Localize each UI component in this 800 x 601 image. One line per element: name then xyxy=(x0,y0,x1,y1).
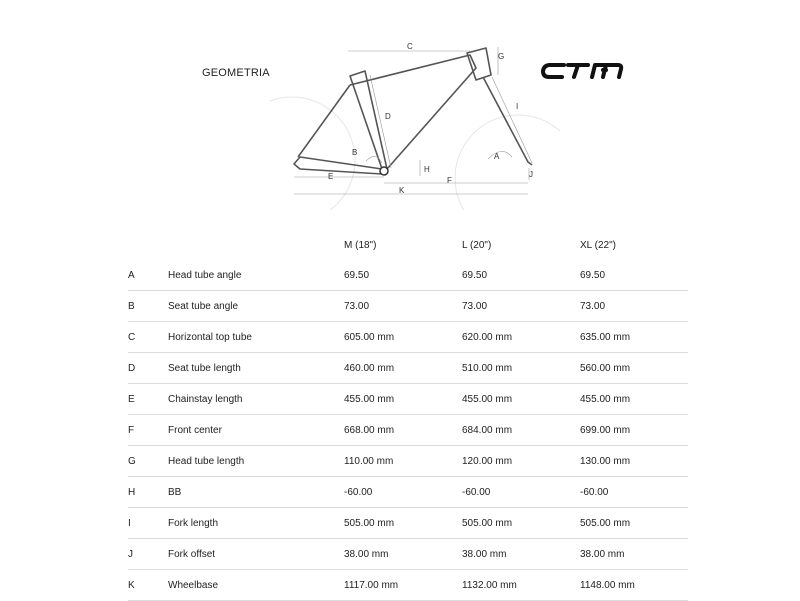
table-row xyxy=(128,384,688,415)
value-xl: 130.00 mm xyxy=(580,456,631,467)
table-header xyxy=(128,230,688,260)
row-id: D xyxy=(128,363,136,374)
row-name: Seat tube length xyxy=(168,363,241,374)
value-m: 38.00 mm xyxy=(344,549,389,560)
value-m: 1117.00 mm xyxy=(344,580,399,591)
label-a: A xyxy=(494,152,500,161)
value-m: 69.50 xyxy=(344,270,370,281)
row-name: BB xyxy=(168,487,182,498)
row-name: Seat tube angle xyxy=(168,301,239,312)
size-header-m: M (18") xyxy=(344,240,377,251)
label-c: C xyxy=(407,42,413,51)
label-g: G xyxy=(498,52,505,61)
value-l: 505.00 mm xyxy=(462,518,513,529)
label-f: F xyxy=(447,176,452,185)
value-xl: 38.00 mm xyxy=(580,549,625,560)
value-xl: 505.00 mm xyxy=(580,518,631,529)
value-m: 668.00 mm xyxy=(344,425,395,436)
value-l: -60.00 xyxy=(462,487,491,498)
row-id: K xyxy=(128,580,135,591)
value-m: 460.00 mm xyxy=(344,363,395,374)
value-xl: 455.00 mm xyxy=(580,394,631,405)
value-l: 120.00 mm xyxy=(462,456,513,467)
value-m: 455.00 mm xyxy=(344,394,395,405)
value-l: 455.00 mm xyxy=(462,394,513,405)
label-i: I xyxy=(516,102,519,111)
frame-geometry-diagram xyxy=(270,35,560,215)
row-name: Fork length xyxy=(168,518,219,529)
row-name: Chainstay length xyxy=(168,394,243,405)
value-l: 38.00 mm xyxy=(462,549,507,560)
row-id: F xyxy=(128,425,135,436)
row-id: A xyxy=(128,270,135,281)
size-header-xl: XL (22") xyxy=(580,240,616,251)
table-row xyxy=(128,477,688,508)
label-b: B xyxy=(352,148,358,157)
value-m: 605.00 mm xyxy=(344,332,395,343)
table-row xyxy=(128,291,688,322)
value-xl: 73.00 xyxy=(580,301,606,312)
table-row xyxy=(128,446,688,477)
label-h: H xyxy=(424,165,430,174)
value-l: 73.00 xyxy=(462,301,488,312)
table-row xyxy=(128,415,688,446)
row-id: G xyxy=(128,456,136,467)
label-j: J xyxy=(529,170,533,179)
brand-text: CTM xyxy=(540,58,543,59)
table-row xyxy=(128,508,688,539)
row-name: Front center xyxy=(168,425,222,436)
value-l: 510.00 mm xyxy=(462,363,513,374)
row-id: H xyxy=(128,487,136,498)
size-header-l: L (20") xyxy=(462,240,492,251)
value-xl: 69.50 xyxy=(580,270,606,281)
value-xl: 635.00 mm xyxy=(580,332,631,343)
geometry-table xyxy=(128,230,688,601)
row-id: J xyxy=(128,549,133,560)
table-row xyxy=(128,570,688,601)
row-id: E xyxy=(128,394,135,405)
table-row xyxy=(128,260,688,291)
row-id: B xyxy=(128,301,135,312)
value-m: 505.00 mm xyxy=(344,518,395,529)
row-name: Wheelbase xyxy=(168,580,219,591)
table-row xyxy=(128,353,688,384)
value-m: -60.00 xyxy=(344,487,373,498)
value-m: 73.00 xyxy=(344,301,370,312)
table-row xyxy=(128,322,688,353)
row-id: C xyxy=(128,332,136,343)
table-row xyxy=(128,539,688,570)
value-l: 1132.00 mm xyxy=(462,580,517,591)
value-xl: 560.00 mm xyxy=(580,363,631,374)
label-e: E xyxy=(328,172,334,181)
value-l: 684.00 mm xyxy=(462,425,513,436)
label-k: K xyxy=(399,186,405,195)
row-id: I xyxy=(128,518,131,529)
row-name: Head tube length xyxy=(168,456,245,467)
label-d: D xyxy=(385,112,391,121)
geometry-title: GEOMETRIA xyxy=(202,67,270,79)
row-name: Horizontal top tube xyxy=(168,332,252,343)
value-xl: 1148.00 mm xyxy=(580,580,635,591)
value-l: 69.50 xyxy=(462,270,488,281)
value-l: 620.00 mm xyxy=(462,332,513,343)
value-xl: 699.00 mm xyxy=(580,425,631,436)
value-xl: -60.00 xyxy=(580,487,609,498)
row-name: Head tube angle xyxy=(168,270,242,281)
row-name: Fork offset xyxy=(168,549,216,560)
value-m: 110.00 mm xyxy=(344,456,394,467)
